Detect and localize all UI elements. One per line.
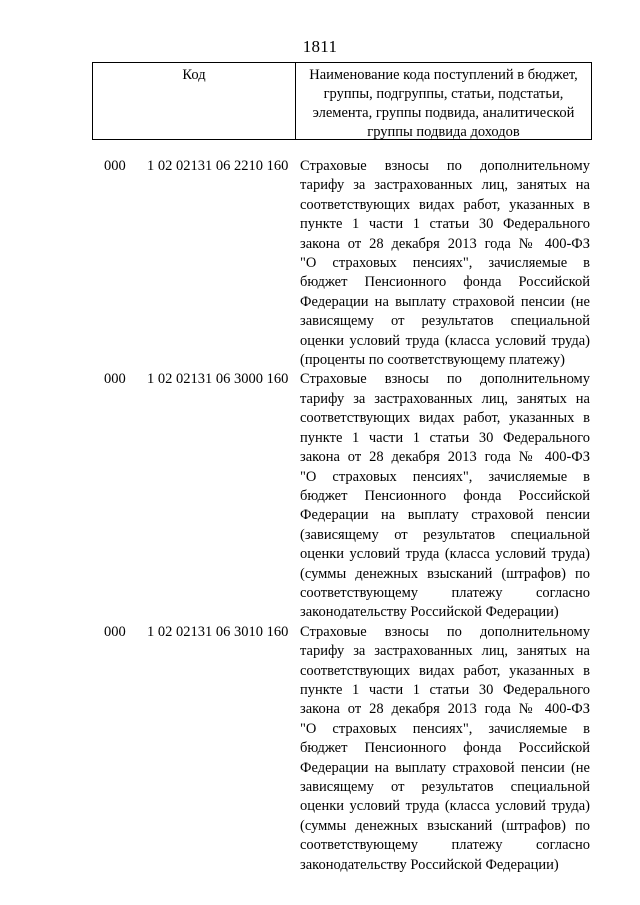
header-name-line: элемента, группы подвида, аналитической	[312, 105, 575, 121]
description-line: закона от 28 декабря 2013 года № 400-ФЗ	[300, 701, 590, 718]
description-line: соответствующих видах работ, указанных в	[300, 196, 590, 213]
header-name-line: группы подвида доходов	[367, 124, 520, 140]
page-number: 1811	[302, 37, 338, 56]
description-line: Федерации на выплату страховой пенсии (не	[300, 759, 590, 776]
entry-description	[300, 157, 590, 370]
description-line: оценки условий труда (класса условий труда)	[300, 798, 590, 815]
description-line: соответствующих видах работ, указанных в	[300, 662, 590, 679]
description-line: тарифу за застрахованных лиц, занятых на	[300, 643, 590, 660]
description-line: законодательству Российской Федерации)	[300, 604, 559, 621]
description-line: бюджет Пенсионного фонда Российской	[300, 740, 590, 757]
description-line: зависящему от результатов специальной	[300, 313, 590, 330]
description-line: соответствующих видах работ, указанных в	[300, 410, 590, 427]
header-name-line: Наименование кода поступлений в бюджет,	[309, 67, 578, 83]
admin-code: 000	[104, 158, 126, 174]
description-line: соответствующему платежу согласно	[300, 584, 590, 601]
admin-code: 000	[104, 371, 126, 388]
description-line: "О страховых пенсиях", зачисляемые в	[300, 720, 590, 737]
list-item	[0, 157, 640, 370]
description-line: (суммы денежных взысканий (штрафов) по	[300, 565, 590, 582]
description-line: Федерации на выплату страховой пенсии	[300, 507, 590, 524]
description-line: "О страховых пенсиях", зачисляемые в	[300, 468, 590, 485]
list-item	[0, 370, 640, 622]
description-line: пункте 1 части 1 статьи 30 Федерального	[300, 429, 590, 446]
description-line: зависящему от результатов специальной	[300, 779, 590, 795]
description-line: тарифу за застрахованных лиц, занятых на	[300, 177, 590, 194]
header-code-cell: Код	[93, 63, 296, 139]
description-line: Страховые взносы по дополнительному	[300, 623, 590, 640]
description-line: законодательству Российской Федерации)	[300, 856, 559, 873]
description-line: пункте 1 части 1 статьи 30 Федерального	[300, 681, 590, 698]
description-line: (проценты по соответствующему платежу)	[300, 352, 565, 369]
description-line: закона от 28 декабря 2013 года № 400-ФЗ	[300, 235, 590, 252]
entry-description	[300, 370, 590, 622]
description-line: пункте 1 части 1 статьи 30 Федерального	[300, 216, 590, 233]
description-line: оценки условий труда (класса условий труда)	[300, 332, 590, 349]
entry-description	[300, 623, 590, 875]
description-line: Федерации на выплату страховой пенсии (не	[300, 293, 590, 310]
revenue-code: 1 02 02131 06 3010 160	[147, 623, 289, 640]
header-table	[92, 62, 592, 140]
description-line: "О страховых пенсиях", зачисляемые в	[300, 255, 590, 272]
header-name-cell	[296, 63, 591, 139]
revenue-code: 1 02 02131 06 3000 160	[147, 371, 289, 388]
description-line: оценки условий труда (класса условий труда)	[300, 546, 590, 563]
description-line: тарифу за застрахованных лиц, занятых на	[300, 390, 590, 407]
header-name-line: группы, подгруппы, статьи, подстатьи,	[323, 86, 564, 102]
description-line: бюджет Пенсионного фонда Российской	[300, 274, 590, 291]
description-line: Страховые взносы по дополнительному	[300, 371, 590, 388]
revenue-code: 1 02 02131 06 2210 160	[147, 158, 289, 174]
list-item	[0, 623, 640, 875]
description-line: закона от 28 декабря 2013 года № 400-ФЗ	[300, 449, 590, 466]
description-line: (зависящему от результатов специальной	[300, 526, 590, 543]
description-line: (суммы денежных взысканий (штрафов) по	[300, 817, 590, 834]
description-line: Страховые взносы по дополнительному	[300, 158, 590, 174]
description-line: соответствующему платежу согласно	[300, 837, 590, 854]
entries-list	[0, 157, 640, 875]
description-line: бюджет Пенсионного фонда Российской	[300, 487, 590, 504]
admin-code: 000	[104, 623, 126, 640]
